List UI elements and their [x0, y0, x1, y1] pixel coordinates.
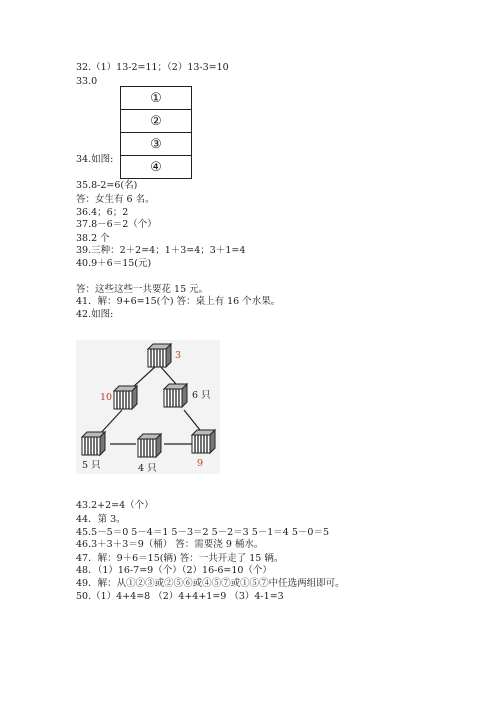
line-44: 44．第 3。	[76, 514, 126, 525]
line-35b: 答：女生有 6 名。	[76, 194, 155, 205]
line-45: 45.5－5＝0 5－4＝1 5－3＝2 5－2＝3 5－1＝4 5－0＝5	[76, 527, 330, 538]
line-35a: 35.8-2=6(名)	[76, 180, 138, 191]
box-bottom-right-icon	[192, 430, 215, 453]
edge-top-right	[160, 366, 176, 384]
table-cell-1: ①	[121, 87, 191, 110]
line-48: 48．（1）16-7=9（个）（2）16-6=10（个）	[76, 565, 272, 576]
line-34: 34.如图:	[76, 154, 114, 165]
line-40b: 答：这些这些一共要花 15 元。	[76, 284, 209, 295]
box-right-mid-icon	[164, 384, 187, 407]
triangle-diagram	[76, 340, 220, 474]
label-top: 3	[175, 350, 182, 361]
line-47: 47．解：9＋6＝15(辆) 答：一共开走了 15 辆。	[76, 553, 284, 564]
label-right-mid: 6 只	[192, 390, 211, 401]
label-bottom-right: 9	[197, 458, 204, 469]
figure-42	[76, 340, 220, 474]
label-bottom-left: 5 只	[82, 460, 101, 471]
table-34	[120, 86, 192, 179]
line-46: 46.3＋3＋3＝9（桶） 答：需要浇 9 桶水。	[76, 539, 264, 550]
line-50: 50.（1）4+4=8 （2）4+4+1=9 （3）4-1=3	[76, 591, 284, 602]
line-36: 36.4；6；2	[76, 207, 129, 218]
table-cell-4: ④	[150, 159, 162, 175]
box-bottom-left-icon	[82, 432, 105, 455]
line-40: 40.9＋6＝15(元)	[76, 258, 152, 269]
line-43: 43.2+2=4（个）	[76, 500, 154, 511]
box-top-icon	[148, 344, 171, 367]
line-49: 49．解：从①②③或②⑤⑥或④⑤⑦或①⑤⑦中任选两组即可。	[76, 578, 345, 589]
line-33: 33.0	[76, 76, 98, 87]
table-cell-3: ③	[121, 133, 191, 156]
line-38: 38.2 个	[76, 233, 110, 244]
line-42: 42.如图:	[76, 309, 114, 320]
label-left-mid: 10	[100, 392, 113, 403]
line-37: 37.8－6＝2（个）	[76, 219, 157, 230]
label-bottom-mid: 4 只	[138, 463, 157, 474]
line-41: 41．解：9+6=15(个) 答：桌上有 16 个水果。	[76, 296, 281, 307]
edge-right-lower	[184, 410, 200, 430]
table-cell-2: ②	[121, 110, 191, 133]
box-bottom-mid-icon	[138, 434, 161, 457]
edge-top-left	[132, 366, 156, 388]
line-39: 39.三种：2＋2=4；1＋3=4；3＋1=4	[76, 245, 246, 256]
line-32: 32.（1）13-2=11；（2）13-3=10	[76, 62, 229, 73]
box-left-mid-icon	[114, 386, 137, 409]
